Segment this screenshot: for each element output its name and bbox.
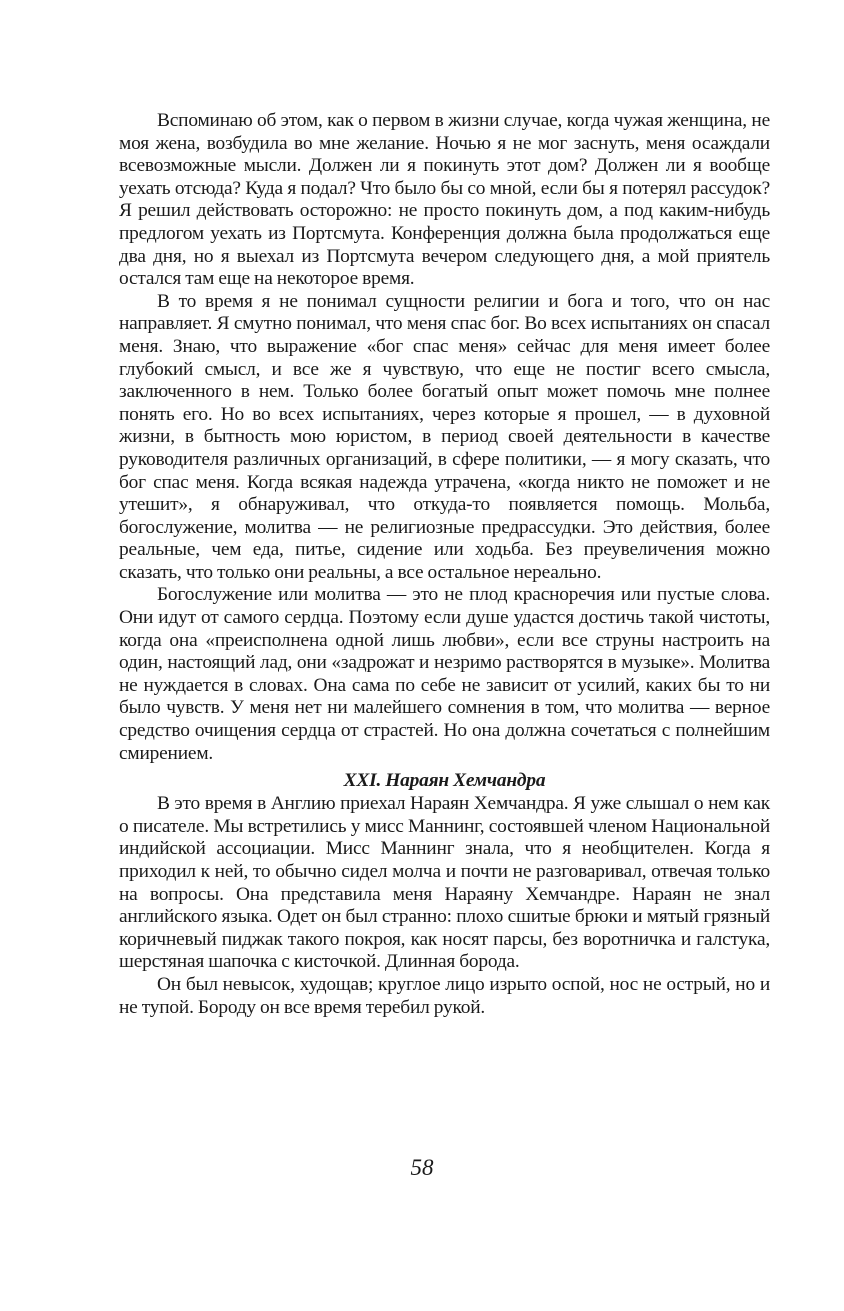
page-number: 58 — [410, 1155, 434, 1180]
page-body — [119, 110, 770, 1019]
paragraph: В это время в Англию приехал Нараян Хемчандра. Я уже слышал о нем как о писателе. Мы встретились у мисс Маннинг, состоявшей членом Национальной индийской ассоциации. Мисс Маннинг знала, что я необщителен. Когда я приходил к ней, то обычно сидел молча и почти не разговаривал, отвечая только на вопросы. Она представила меня Нараяну Хемчандре. Нараян не знал английского языка. Одет он был странно: плохо сшитые брюки и мятый грязный коричневый пиджак такого покроя, как носят парсы, без воротничка и галстука, шерстяная шапочка с кисточкой. Длинная борода. — [119, 793, 770, 973]
chapter-heading: XXI. Нараян Хемчандра — [343, 770, 546, 792]
paragraph: Вспоминаю об этом, как о первом в жизни случае, когда чужая женщина, не моя жена, возбудила во мне желание. Ночью я не мог заснуть, меня осаждали всевозможные мысли. Должен ли я покинуть этот дом? Должен ли я вообще уехать отсюда? Куда я подал? Что было бы со мной, если бы я потерял рассудок? Я решил действовать осторожно: не просто покинуть дом, а под каким-нибудь предлогом уехать из Портсмута. Конференция должна была продолжаться еще два дня, но я выехал из Портсмута вечером следующего дня, а мой приятель остался там еще на некоторое время. — [119, 110, 770, 290]
paragraph: В то время я не понимал сущности религии и бога и того, что он нас направляет. Я смутно понимал, что меня спас бог. Во всех испытаниях он спасал меня. Знаю, что выражение «бог спас меня» сейчас для меня имеет более глубокий смысл, и все же я чувствую, что еще не постиг всего смысла, заключенного в нем. Только более богатый опыт может помочь мне полнее понять его. Но во всех испытаниях, через которые я прошел, — в духовной жизни, в бытность мою юристом, в период своей деятельности в качестве руководителя различных организаций, в сфере политики, — я могу сказать, что бог спас меня. Когда всякая надежда утрачена, «когда никто не поможет и не утешит», я обнаруживал, что откуда-то появляется помощь. Мольба, богослужение, молитва — не религиозные предрассудки. Это действия, более реальные, чем еда, питье, сидение или ходьба. Без преувеличения можно сказать, что только они реальны, а все остальное нереально. — [119, 290, 770, 583]
paragraph: Богослужение или молитва — это не плод красноречия или пустые слова. Они идут от самого сердца. Поэтому если душе удастся достичь такой чистоты, когда она «преисполнена одной лишь любви», если все струны настроить на один, настоящий лад, они «задрожат и незримо растворятся в музыке». Молитва не нуждается в словах. Она сама по себе не зависит от усилий, каких бы то ни было чувств. У меня нет ни малейшего сомнения в том, что молитва — верное средство очищения сердца от страстей. Но она должна сочетаться с полнейшим смирением. — [119, 584, 770, 764]
paragraph: Он был невысок, худощав; круглое лицо изрыто оспой, нос не острый, но и не тупой. Бороду он все время теребил рукой. — [119, 973, 770, 1018]
